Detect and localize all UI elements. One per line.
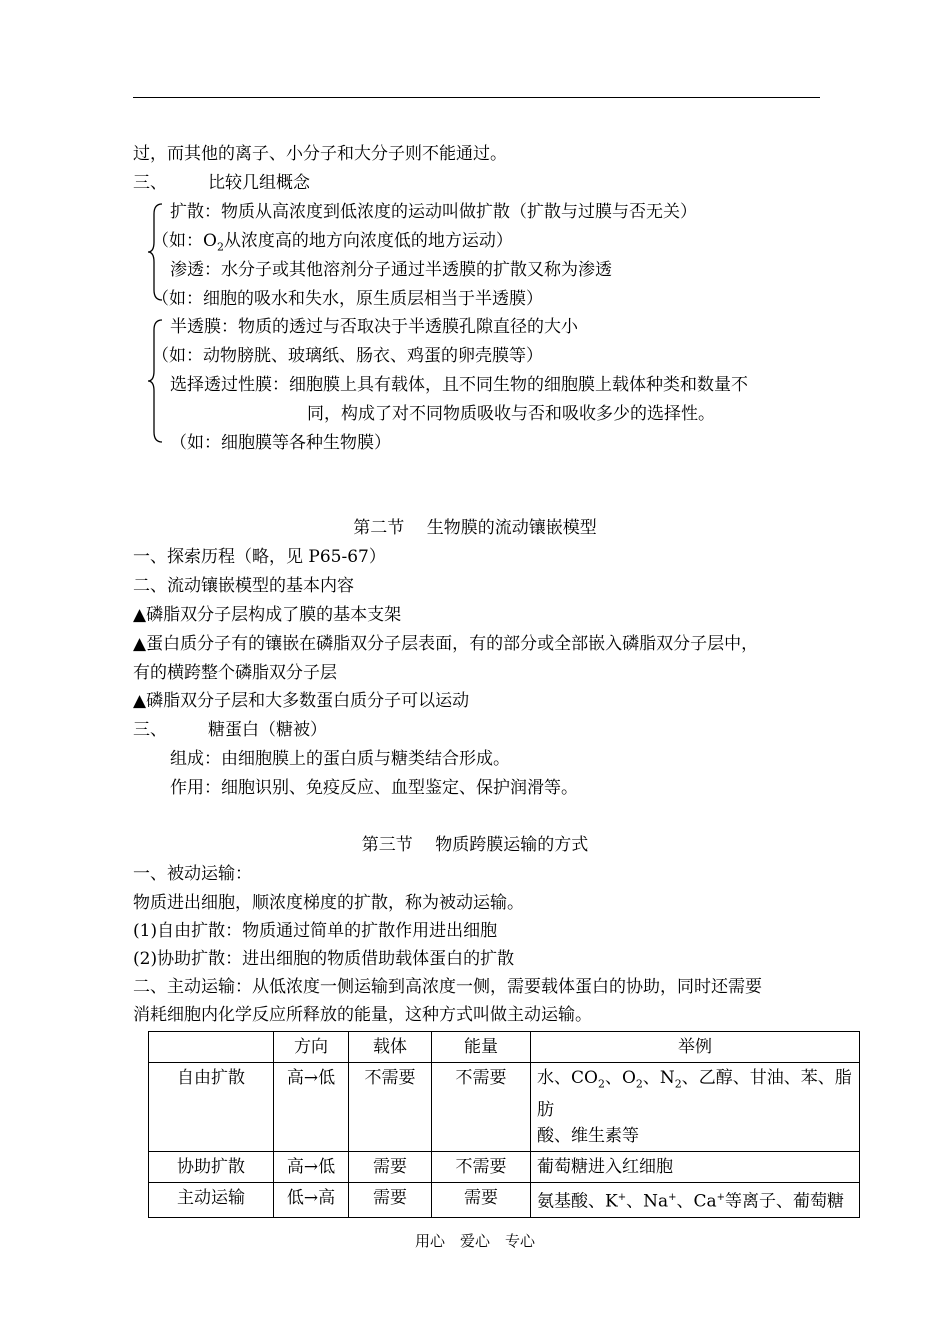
table-cell: 需要 (349, 1152, 432, 1183)
page-footer: 用心 爱心 专心 (414, 1232, 535, 1250)
table-cell: 自由扩散 (149, 1063, 274, 1152)
table-cell: 高→低 (274, 1063, 349, 1152)
table-header: 方向 (274, 1032, 349, 1063)
paragraph-line: 二、主动运输：从低浓度一侧运输到高浓度一侧，需要载体蛋白的协助，同时还需要 (133, 977, 762, 997)
bullet-line-cont: 有的横跨整个磷脂双分子层 (133, 663, 337, 683)
paragraph-line: (1)自由扩散：物质通过简单的扩散作用进出细胞 (133, 921, 498, 941)
concept-diffusion: 扩散：物质从高浓度到低浓度的运动叫做扩散（扩散与过膜与否无关） (170, 202, 697, 222)
table-cell: 需要 (432, 1183, 531, 1218)
table-row (149, 1063, 860, 1152)
table-row (149, 1183, 860, 1218)
section-heading: 第二节 生物膜的流动镶嵌模型 (353, 518, 597, 538)
header-rule (133, 97, 820, 98)
section-number: 三、 (133, 173, 167, 193)
table-header (149, 1032, 274, 1063)
table-cell: 不需要 (349, 1063, 432, 1152)
table-cell: 不需要 (432, 1152, 531, 1183)
bullet-line: ▲蛋白质分子有的镶嵌在磷脂双分子层表面，有的部分或全部嵌入磷脂双分子层中， (133, 634, 759, 654)
concept-selective-example: （如：细胞膜等各种生物膜） (170, 433, 391, 453)
section-number: 三、 (133, 720, 167, 740)
table-cell: 不需要 (432, 1063, 531, 1152)
table-cell: 需要 (349, 1183, 432, 1218)
concept-selective: 选择透过性膜：细胞膜上具有载体，且不同生物的细胞膜上载体种类和数量不 (170, 375, 748, 395)
paragraph-line: 一、被动运输： (133, 864, 252, 884)
table-header: 能量 (432, 1032, 531, 1063)
table-cell-example: 氨基酸、K+、Na+、Ca+等离子、葡萄糖 (531, 1183, 860, 1218)
transport-table (148, 1031, 860, 1218)
concept-osmosis-example: （如：细胞的吸水和失水，原生质层相当于半透膜） (152, 289, 543, 309)
concept-osmosis: 渗透：水分子或其他溶剂分子通过半透膜的扩散又称为渗透 (170, 260, 612, 280)
table-cell: 主动运输 (149, 1183, 274, 1218)
paragraph-line: 作用：细胞识别、免疫反应、血型鉴定、保护润滑等。 (170, 778, 578, 798)
paragraph-line: (2)协助扩散：进出细胞的物质借助载体蛋白的扩散 (133, 949, 515, 969)
bullet-line: ▲磷脂双分子层构成了膜的基本支架 (133, 605, 402, 625)
concept-selective-cont: 同，构成了对不同物质吸收与否和吸收多少的选择性。 (307, 404, 715, 424)
paragraph-line: 物质进出细胞，顺浓度梯度的扩散，称为被动运输。 (133, 893, 524, 913)
paragraph-line: 组成：由细胞膜上的蛋白质与糖类结合形成。 (170, 749, 510, 769)
section-title: 糖蛋白（糖被） (208, 720, 327, 740)
paragraph-line: 一、探索历程（略，见 P65-67） (133, 547, 386, 567)
paragraph-line: 二、流动镶嵌模型的基本内容 (133, 576, 354, 596)
table-header-row (149, 1032, 860, 1063)
table-row (149, 1152, 860, 1183)
table-cell-example: 葡萄糖进入红细胞 (531, 1152, 860, 1183)
concept-diffusion-example: （如：$O_2$从浓度高的地方向浓度低的地方运动） (152, 231, 513, 254)
table-cell: 高→低 (274, 1152, 349, 1183)
concept-semipermeable-example: （如：动物膀胱、玻璃纸、肠衣、鸡蛋的卵壳膜等） (152, 346, 543, 366)
paragraph-line: 过，而其他的离子、小分子和大分子则不能通过。 (133, 144, 507, 164)
concept-semipermeable: 半透膜：物质的透过与否取决于半透膜孔隙直径的大小 (170, 317, 578, 337)
table-header: 举例 (531, 1032, 860, 1063)
section-heading: 第三节 物质跨膜运输的方式 (361, 835, 589, 855)
table-cell: 协助扩散 (149, 1152, 274, 1183)
table-cell-example: 水、$CO_2$、$O_2$、$N_2$、乙醇、甘油、苯、脂肪 酸、维生素等 (531, 1063, 860, 1152)
paragraph-line: 消耗细胞内化学反应所释放的能量，这种方式叫做主动运输。 (133, 1005, 592, 1025)
brace-icon (146, 316, 166, 446)
bullet-line: ▲磷脂双分子层和大多数蛋白质分子可以运动 (133, 691, 470, 711)
table-header: 载体 (349, 1032, 432, 1063)
section-title: 比较几组概念 (208, 173, 310, 193)
table-cell: 低→高 (274, 1183, 349, 1218)
